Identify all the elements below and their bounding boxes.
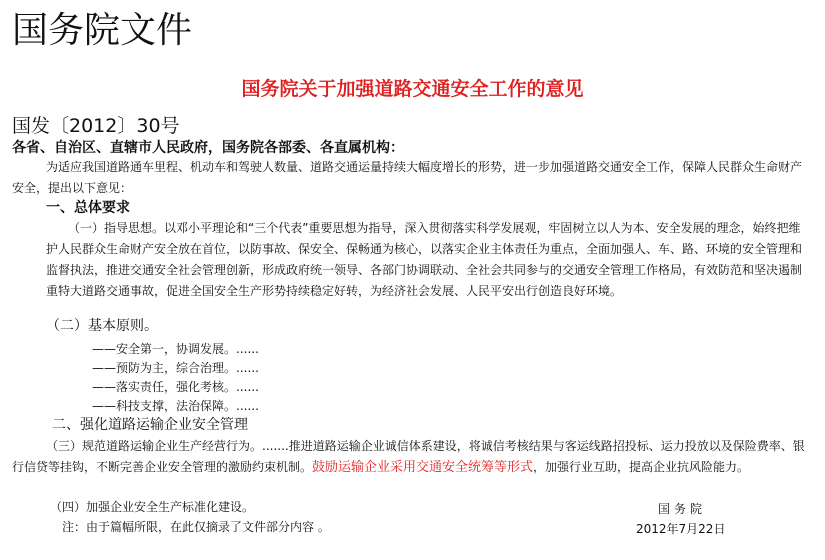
footnote: 注：由于篇幅所限，在此仅摘录了文件部分内容 。 [62, 520, 330, 534]
signature-date: 2012年7月22日 [636, 522, 726, 536]
addressee-line: 各省、自治区、直辖市人民政府，国务院各部委、各直属机构： [12, 140, 404, 156]
item3-paragraph [12, 436, 812, 478]
document-number: 国发〔2012〕30号 [12, 115, 180, 137]
guiding-text: （一）指导思想。以邓小平理论和“三个代表”重要思想为指导，深入贯彻落实科学发展观，牢固树立以人为本、安全发展的理念，始终把维护人民群众生命财产安全放在首位，以防事故、保安全、保畅通为核心，以落实企业主体责任为重点，全面加强人、车、路、环境的安全管理和监督执法，推进交通安全社会管理创新，形成政府统一领导、各部门协调联动、全社会共同参与的交通安全管理工作格局，有效防范和坚决遏制重特大道路交通事故，促进全国安全生产形势持续稳定好转，为经济社会发展、人民平安出行创造良好环境。 [46, 221, 803, 298]
principles-heading: （二）基本原则。 [46, 318, 158, 334]
item3-tail: ，加强行业互助，提高企业抗风险能力。 [533, 460, 750, 474]
principle-item: ——预防为主，综合治理。...... [92, 361, 259, 375]
document-header: 国务院文件 [12, 10, 193, 51]
guiding-paragraph [46, 218, 810, 302]
signature-issuer: 国务院 [658, 502, 707, 516]
intro-text: 为适应我国道路通车里程、机动车和驾驶人数量、道路交通运量持续大幅度增长的形势，进一步加强道路交通安全工作，保障人民群众生命财产安全，提出以下意见： [12, 160, 803, 195]
principle-item: ——落实责任，强化考核。...... [92, 380, 259, 394]
principle-item: ——安全第一，协调发展。...... [92, 342, 259, 356]
principle-item: ——科技支撑，法治保障。...... [92, 399, 259, 413]
item3-highlight: 鼓励运输企业采用交通安全统筹等形式 [312, 460, 534, 475]
item4-line: （四）加强企业安全生产标准化建设。 [50, 500, 255, 514]
document-title: 国务院关于加强道路交通安全工作的意见 [241, 78, 584, 100]
section2-heading: 二、强化道路运输企业安全管理 [52, 417, 248, 433]
item3-text: （三）规范道路运输企业生产经营行为。.......推进道路运输企业诚信体系建设，将诚信考核结果与客运线路招投标、运力投放以及保险费率、银行信贷等挂钩，不断完善企业安全管理的激励约束机制。 [12, 439, 805, 474]
intro-paragraph [12, 157, 812, 199]
section1-heading: 一、总体要求 [46, 200, 130, 216]
